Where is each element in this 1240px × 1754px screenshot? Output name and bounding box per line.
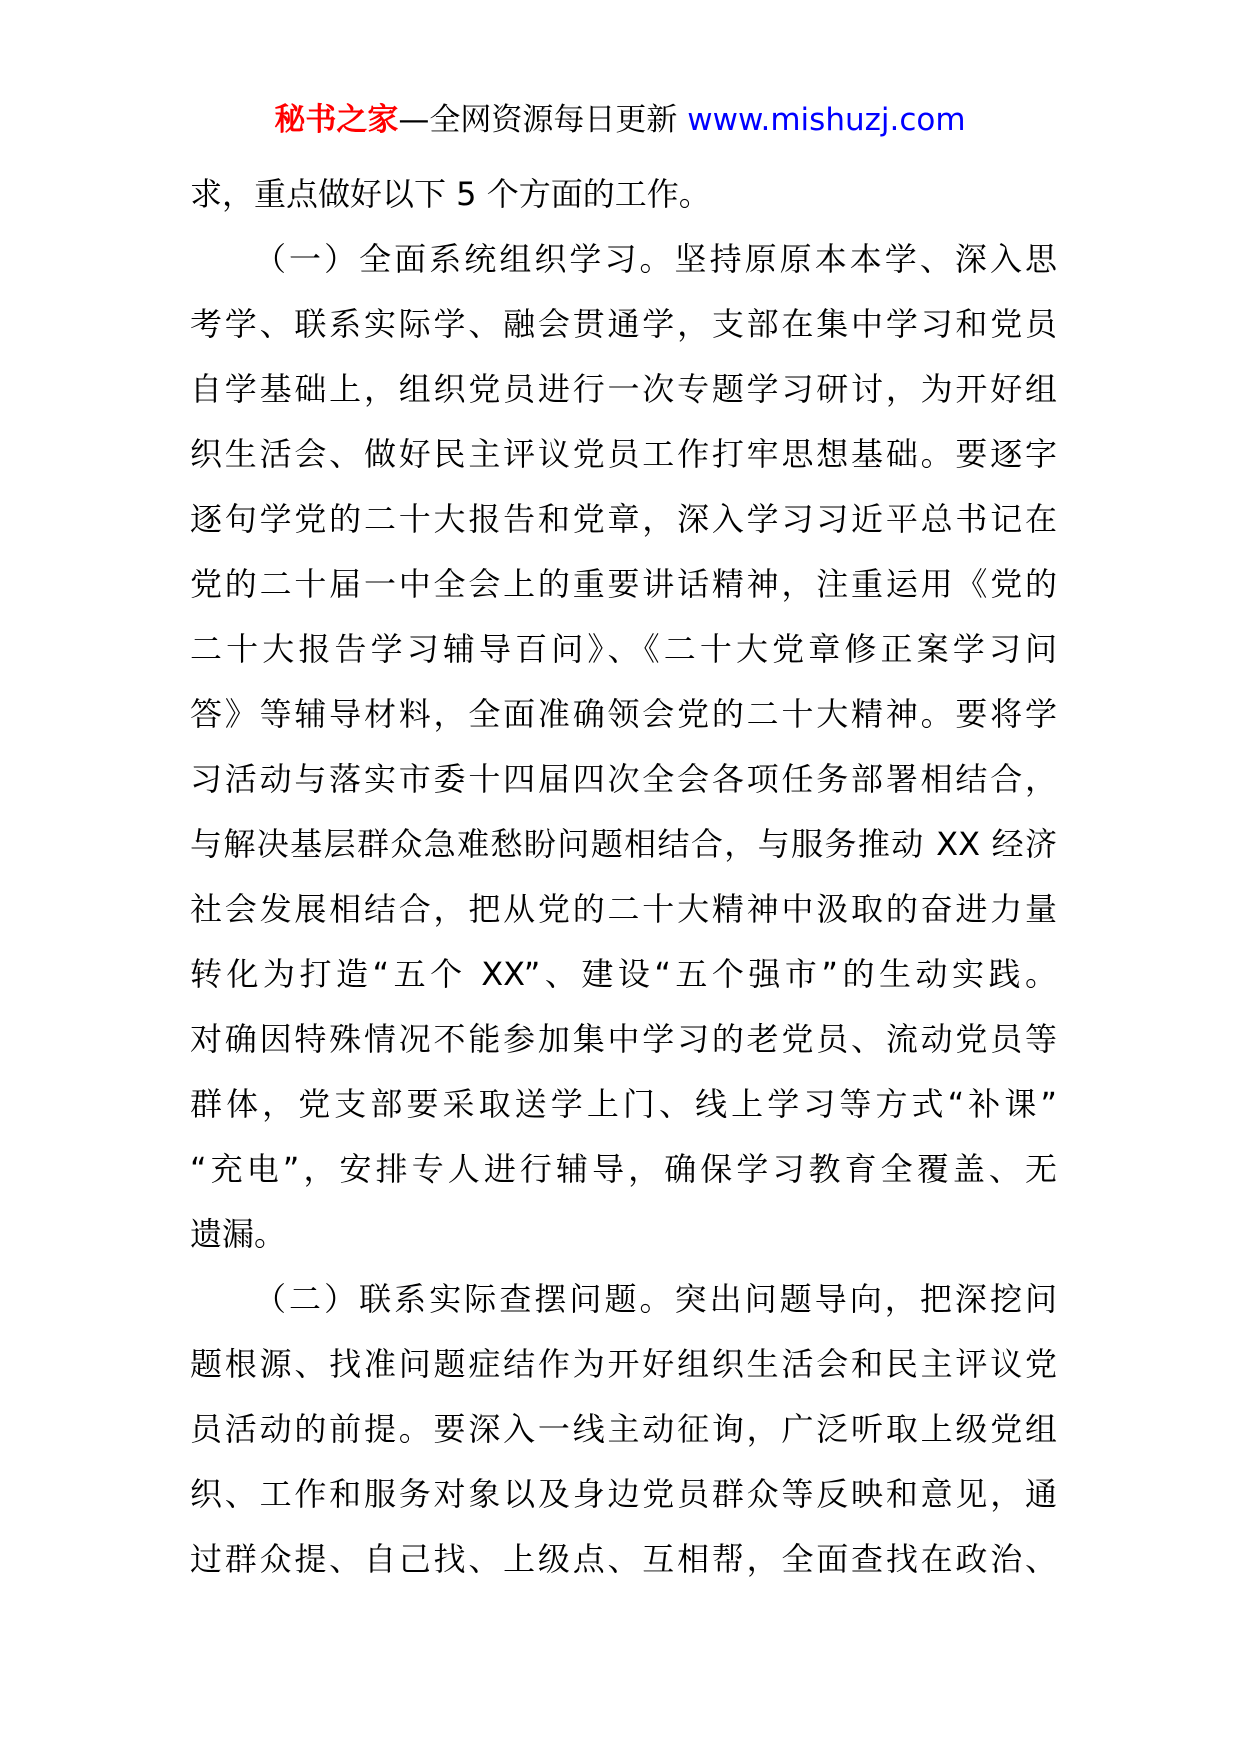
section-heading-line: （二）联系实际查摆问题。突出问题导向，把深挖问: [254, 1280, 1057, 1318]
paragraph-problems: [190, 1267, 1057, 1592]
text-line: 社会发展相结合，把从党的二十大精神中汲取的奋进力量: [190, 890, 1057, 928]
paragraph-study: [190, 227, 1057, 1267]
section-heading-line: （一）全面系统组织学习。坚持原原本本学、深入思: [254, 240, 1057, 278]
text-line: 习活动与落实市委十四届四次全会各项任务部署相结合，: [190, 760, 1057, 798]
text-line: 题根源、找准问题症结作为开好组织生活会和民主评议党: [190, 1345, 1057, 1383]
page-header: [0, 100, 1240, 140]
text-line: 过群众提、自己找、上级点、互相帮，全面查找在政治、: [190, 1540, 1057, 1578]
paragraph-continuation: [190, 162, 1057, 227]
text-line: 员活动的前提。要深入一线主动征询，广泛听取上级党组: [190, 1410, 1057, 1448]
text-line: 二十大报告学习辅导百问》、《二十大党章修正案学习问: [190, 630, 1057, 668]
text-line: 考学、联系实际学、融会贯通学，支部在集中学习和党员: [190, 305, 1057, 343]
text-line: 织、工作和服务对象以及身边党员群众等反映和意见，通: [190, 1475, 1057, 1513]
text-line: 求，重点做好以下 5 个方面的工作。: [190, 175, 711, 213]
text-line: 逐句学党的二十大报告和党章，深入学习习近平总书记在: [190, 500, 1057, 538]
text-line: 党的二十届一中全会上的重要讲话精神，注重运用《党的: [190, 565, 1057, 603]
text-line: 转化为打造“五个 XX”、建设“五个强市”的生动实践。: [190, 955, 1057, 993]
header-brand: 秘书之家: [274, 102, 399, 138]
text-line: 对确因特殊情况不能参加集中学习的老党员、流动党员等: [190, 1020, 1057, 1058]
text-line: “充电”，安排专人进行辅导，确保学习教育全覆盖、无: [190, 1150, 1057, 1188]
text-line: 遗漏。: [190, 1215, 287, 1253]
text-line: 答》等辅导材料，全面准确领会党的二十大精神。要将学: [190, 695, 1057, 733]
text-line: 与解决基层群众急难愁盼问题相结合，与服务推动 XX 经济: [190, 825, 1057, 863]
header-tagline: —全网资源每日更新: [398, 102, 678, 138]
text-line: 织生活会、做好民主评议党员工作打牢思想基础。要逐字: [190, 435, 1057, 473]
text-line: 自学基础上，组织党员进行一次专题学习研讨，为开好组: [190, 370, 1057, 408]
document-body: [190, 162, 1057, 1592]
header-url[interactable]: www.mishuzj.com: [687, 102, 966, 138]
text-line: 群体，党支部要采取送学上门、线上学习等方式“补课”: [190, 1085, 1057, 1123]
